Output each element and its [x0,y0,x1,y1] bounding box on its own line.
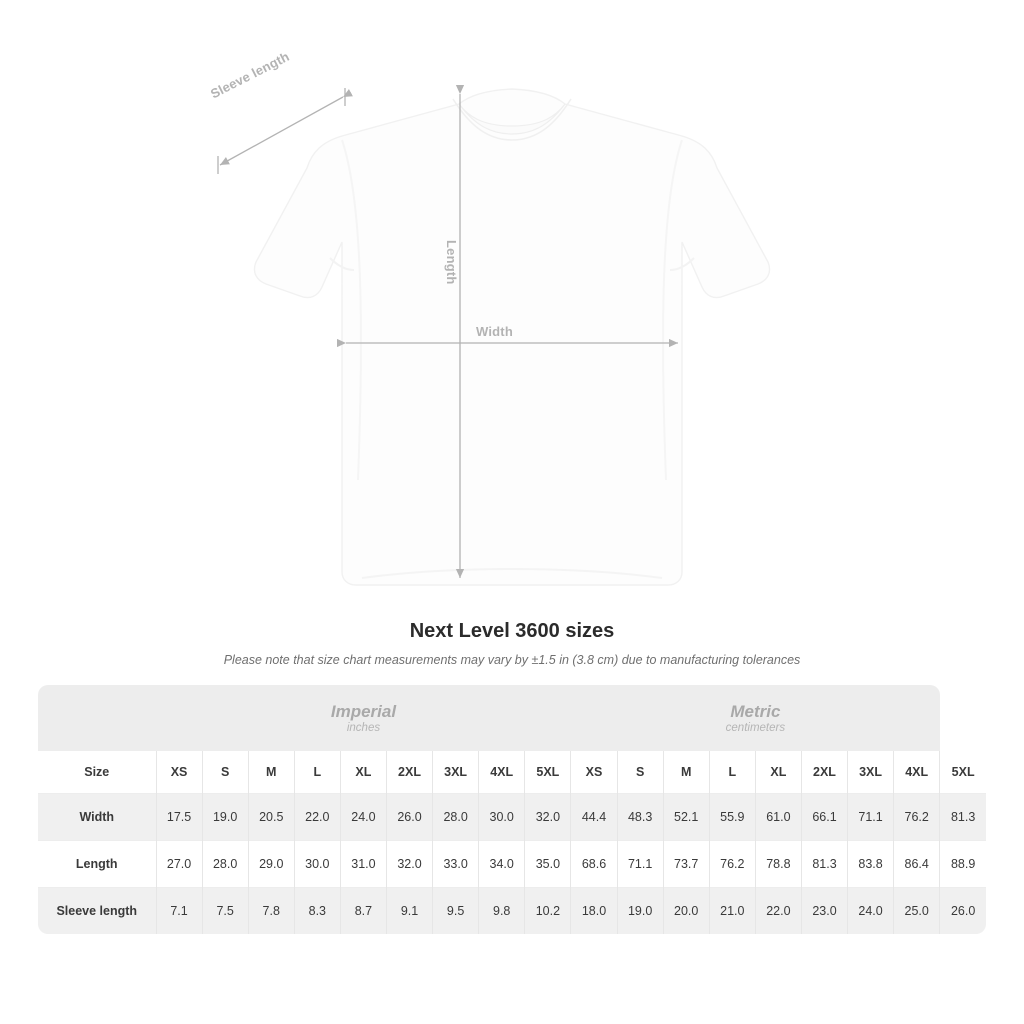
col-header-metric-4xl: 4XL [894,751,940,794]
row-label-width: Width [38,794,156,841]
size-chart-table [38,685,986,934]
metric-unit-label: centimeters [725,722,786,734]
cell-width-metric-4xl: 76.2 [894,794,940,841]
cell-width-imperial-xs: 17.5 [156,794,202,841]
size-header-row [38,751,986,794]
cell-width-imperial-4xl: 30.0 [479,794,525,841]
cell-sleeve-metric-4xl: 25.0 [894,888,940,935]
cell-sleeve-imperial-xl: 8.7 [340,888,386,935]
sleeve-length-dimension-label: Sleeve length [208,48,292,102]
col-header-metric-3xl: 3XL [848,751,894,794]
cell-width-metric-5xl: 81.3 [940,794,986,841]
imperial-group-header [156,685,571,751]
cell-width-metric-s: 48.3 [617,794,663,841]
cell-sleeve-imperial-s: 7.5 [202,888,248,935]
cell-length-metric-s: 71.1 [617,841,663,888]
cell-width-metric-2xl: 66.1 [801,794,847,841]
cell-width-imperial-2xl: 26.0 [386,794,432,841]
cell-sleeve-imperial-l: 8.3 [294,888,340,935]
cell-length-metric-l: 76.2 [709,841,755,888]
col-header-metric-l: L [709,751,755,794]
cell-sleeve-metric-s: 19.0 [617,888,663,935]
cell-length-imperial-5xl: 35.0 [525,841,571,888]
col-header-metric-5xl: 5XL [940,751,986,794]
col-header-metric-m: M [663,751,709,794]
imperial-unit-label: inches [346,722,381,734]
col-header-imperial-xs: XS [156,751,202,794]
tolerance-note: Please note that size chart measurements may vary by ±1.5 in (3.8 cm) due to manufacturing tolerances [223,653,801,667]
cell-sleeve-metric-xs: 18.0 [571,888,617,935]
col-header-metric-s: S [617,751,663,794]
cell-length-imperial-2xl: 32.0 [386,841,432,888]
cell-sleeve-metric-2xl: 23.0 [801,888,847,935]
cell-sleeve-metric-xl: 22.0 [755,888,801,935]
cell-length-imperial-s: 28.0 [202,841,248,888]
unit-band-spacer [38,685,156,751]
cell-length-imperial-4xl: 34.0 [479,841,525,888]
cell-sleeve-imperial-m: 7.8 [248,888,294,935]
row-label-sleeve-length: Sleeve length [38,888,156,935]
col-header-imperial-5xl: 5XL [525,751,571,794]
col-header-imperial-xl: XL [340,751,386,794]
cell-length-metric-xs: 68.6 [571,841,617,888]
table-row [38,888,986,935]
cell-width-imperial-3xl: 28.0 [433,794,479,841]
cell-length-imperial-m: 29.0 [248,841,294,888]
cell-width-metric-xl: 61.0 [755,794,801,841]
length-dimension-label: Length [444,240,459,285]
unit-system-row [38,685,986,751]
row-label-length: Length [38,841,156,888]
col-header-imperial-2xl: 2XL [386,751,432,794]
cell-width-metric-m: 52.1 [663,794,709,841]
cell-length-metric-5xl: 88.9 [940,841,986,888]
width-dimension-label: Width [476,324,513,339]
col-header-metric-2xl: 2XL [801,751,847,794]
cell-sleeve-imperial-3xl: 9.5 [433,888,479,935]
cell-width-metric-l: 55.9 [709,794,755,841]
cell-sleeve-imperial-xs: 7.1 [156,888,202,935]
cell-sleeve-metric-m: 20.0 [663,888,709,935]
cell-length-metric-4xl: 86.4 [894,841,940,888]
table-row [38,841,986,888]
cell-width-imperial-l: 22.0 [294,794,340,841]
cell-sleeve-imperial-5xl: 10.2 [525,888,571,935]
cell-length-imperial-l: 30.0 [294,841,340,888]
cell-width-metric-3xl: 71.1 [848,794,894,841]
col-header-imperial-m: M [248,751,294,794]
cell-sleeve-metric-3xl: 24.0 [848,888,894,935]
cell-length-imperial-xs: 27.0 [156,841,202,888]
col-header-metric-xl: XL [755,751,801,794]
cell-width-metric-xs: 44.4 [571,794,617,841]
imperial-system-label: Imperial [330,702,397,721]
cell-length-metric-m: 73.7 [663,841,709,888]
cell-width-imperial-m: 20.5 [248,794,294,841]
col-header-imperial-s: S [202,751,248,794]
cell-width-imperial-5xl: 32.0 [525,794,571,841]
cell-width-imperial-xl: 24.0 [340,794,386,841]
cell-length-imperial-xl: 31.0 [340,841,386,888]
col-header-imperial-3xl: 3XL [433,751,479,794]
cell-sleeve-imperial-4xl: 9.8 [479,888,525,935]
table-row [38,794,986,841]
col-header-imperial-4xl: 4XL [479,751,525,794]
cell-length-imperial-3xl: 33.0 [433,841,479,888]
col-header-imperial-l: L [294,751,340,794]
col-header-metric-xs: XS [571,751,617,794]
cell-length-metric-3xl: 83.8 [848,841,894,888]
cell-length-metric-xl: 78.8 [755,841,801,888]
cell-sleeve-metric-l: 21.0 [709,888,755,935]
cell-width-imperial-s: 19.0 [202,794,248,841]
size-row-header: Size [38,751,156,794]
page-title: Next Level 3600 sizes [409,620,615,642]
cell-length-metric-2xl: 81.3 [801,841,847,888]
cell-sleeve-imperial-2xl: 9.1 [386,888,432,935]
metric-group-header [571,685,940,751]
size-chart-container [38,685,986,934]
metric-system-label: Metric [730,702,781,721]
cell-sleeve-metric-5xl: 26.0 [940,888,986,935]
